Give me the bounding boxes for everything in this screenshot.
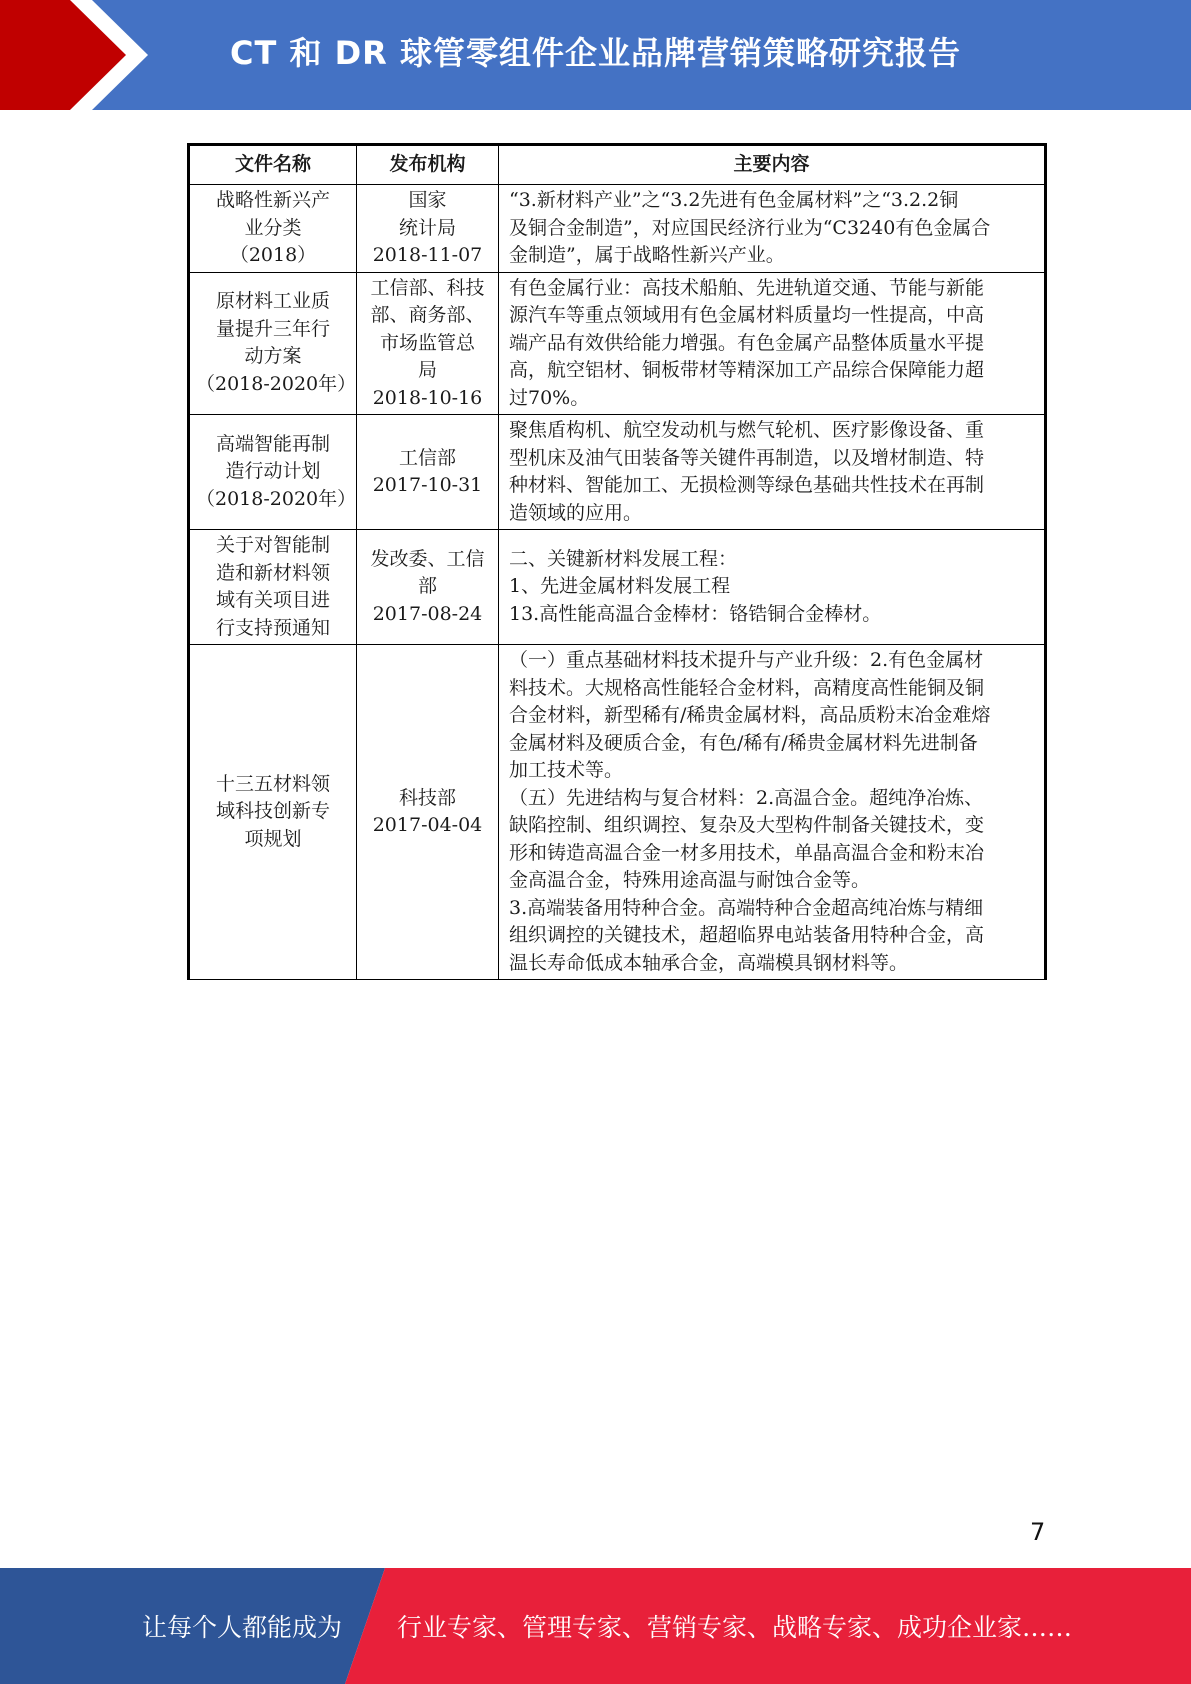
cell-line: 域有关项目进 [215,589,330,611]
page-footer [0,1568,1191,1684]
cell-line: 动方案 [244,345,302,368]
cell-line: 2018-10-16 [372,386,483,409]
cell-line: 聚焦盾构机、航空发动机与燃气轮机、医疗影像设备、重 [509,419,985,441]
cell-line: 温长寿命低成本轴承合金，高端模具钢材料等。 [509,951,909,974]
cell-line: 发改委、工信 [370,547,485,570]
document-name-cell [189,645,357,980]
column-header-name: 文件名称 [189,145,357,185]
cell-line: 造行动计划 [225,460,321,483]
footer-slogan-right: 行业专家、管理专家、营销专家、战略专家、成功企业家…… [397,1613,1073,1642]
table-row [189,415,1046,530]
cell-line: （五）先进结构与复合材料：2.高温合金。超纯净冶炼、 [509,786,984,809]
cell-line: 合金材料，新型稀有/稀贵金属材料，高品质粉末冶金难熔 [509,704,991,726]
cell-line: 二、关键新材料发展工程： [509,547,738,570]
table-row [189,272,1046,415]
cell-line: 种材料、智能加工、无损检测等绿色基础共性技术在再制 [509,474,985,496]
content-cell [499,645,1046,980]
report-title: CT 和 DR 球管零组件企业品牌营销策略研究报告 [230,34,961,72]
cell-line: 高，航空铝材、铜板带材等精深加工产品综合保障能力超 [509,359,985,381]
cell-line: 十三五材料领 [215,772,330,795]
cell-line: （一）重点基础材料技术提升与产业升级：2.有色金属材 [509,649,984,671]
issuer-cell [357,185,499,273]
cell-line: 工信部 [398,446,456,469]
cell-line: 量提升三年行 [215,317,330,340]
cell-line: 金制造”，属于战略性新兴产业。 [509,244,785,266]
cell-line: 2017-10-31 [372,474,483,496]
cell-line: 型机床及油气田装备等关键件再制造，以及增材制造、特 [509,446,985,469]
cell-line: 2017-08-24 [372,602,483,625]
document-name-cell [189,415,357,530]
cell-line: 1、先进金属材料发展工程 [509,575,731,598]
cell-line: 项规划 [244,827,302,850]
cell-line: 造领域的应用。 [509,501,643,524]
cell-line: （2018） [229,244,317,266]
content-cell [499,530,1046,645]
cell-line: （2018-2020年） [196,372,357,395]
content-cell [499,272,1046,415]
page-number: 7 [1030,1518,1046,1546]
issuer-cell [357,415,499,530]
cell-line: 行支持预通知 [215,616,330,639]
cell-line: “3.新材料产业”之“3.2先进有色金属材料”之“3.2.2铜 [509,189,959,211]
document-name-cell [189,185,357,273]
cell-line: 料技术。大规格高性能轻合金材料，高精度高性能铜及铜 [509,676,985,699]
cell-line: 工信部、科技 [370,276,485,299]
cell-line: 2017-04-04 [372,814,483,836]
issuer-cell [357,272,499,415]
cell-line: 市场监管总 [379,331,475,354]
document-name-cell [189,272,357,415]
table-row [189,645,1046,980]
policy-table [187,143,1047,980]
cell-line: 源汽车等重点领域用有色金属材料质量均一性提高，中高 [509,304,985,326]
table-row [189,185,1046,273]
cell-line: 关于对智能制 [215,534,330,556]
cell-line: 国家 [408,189,447,211]
cell-line: 有色金属行业：高技术船舶、先进轨道交通、节能与新能 [509,276,985,299]
cell-line: 部 [417,575,437,598]
cell-line: 业分类 [244,216,302,239]
cell-line: 2018-11-07 [372,244,483,266]
cell-line: 原材料工业质 [215,290,330,313]
table-header-row [189,145,1046,185]
cell-line: 局 [417,359,437,381]
cell-line: 3.高端装备用特种合金。高端特种合金超高纯冶炼与精细 [509,896,984,919]
table-row [189,530,1046,645]
cell-line: 组织调控的关键技术，超超临界电站装备用特种合金，高 [509,924,985,946]
cell-line: 金高温合金，特殊用途高温与耐蚀合金等。 [509,869,871,891]
column-header-content: 主要内容 [499,145,1046,185]
cell-line: 缺陷控制、组织调控、复杂及大型构件制备关键技术，变 [509,814,985,836]
cell-line: （2018-2020年） [196,487,357,510]
cell-line: 形和铸造高温合金一材多用技术，单晶高温合金和粉末冶 [509,841,985,864]
content-cell [499,185,1046,273]
column-header-org: 发布机构 [357,145,499,185]
cell-line: 及铜合金制造”，对应国民经济行业为“C3240有色金属合 [509,216,991,239]
cell-line: 科技部 [398,786,456,809]
cell-line: 13.高性能高温合金棒材：铬锆铜合金棒材。 [509,602,882,625]
footer-slogan-left: 让每个人都能成为 [142,1613,343,1642]
content-cell [499,415,1046,530]
cell-line: 过70%。 [509,386,590,409]
cell-line: 战略性新兴产 [215,189,330,211]
cell-line: 端产品有效供给能力增强。有色金属产品整体质量水平提 [509,331,985,354]
cell-line: 造和新材料领 [215,561,330,584]
cell-line: 统计局 [398,216,456,239]
cell-line: 域科技创新专 [215,800,330,823]
page-header [0,0,1191,110]
document-name-cell [189,530,357,645]
cell-line: 部、商务部、 [370,304,485,326]
issuer-cell [357,645,499,980]
issuer-cell [357,530,499,645]
cell-line: 高端智能再制 [215,432,330,455]
cell-line: 加工技术等。 [509,759,624,781]
cell-line: 金属材料及硬质合金，有色/稀有/稀贵金属材料先进制备 [509,731,978,754]
